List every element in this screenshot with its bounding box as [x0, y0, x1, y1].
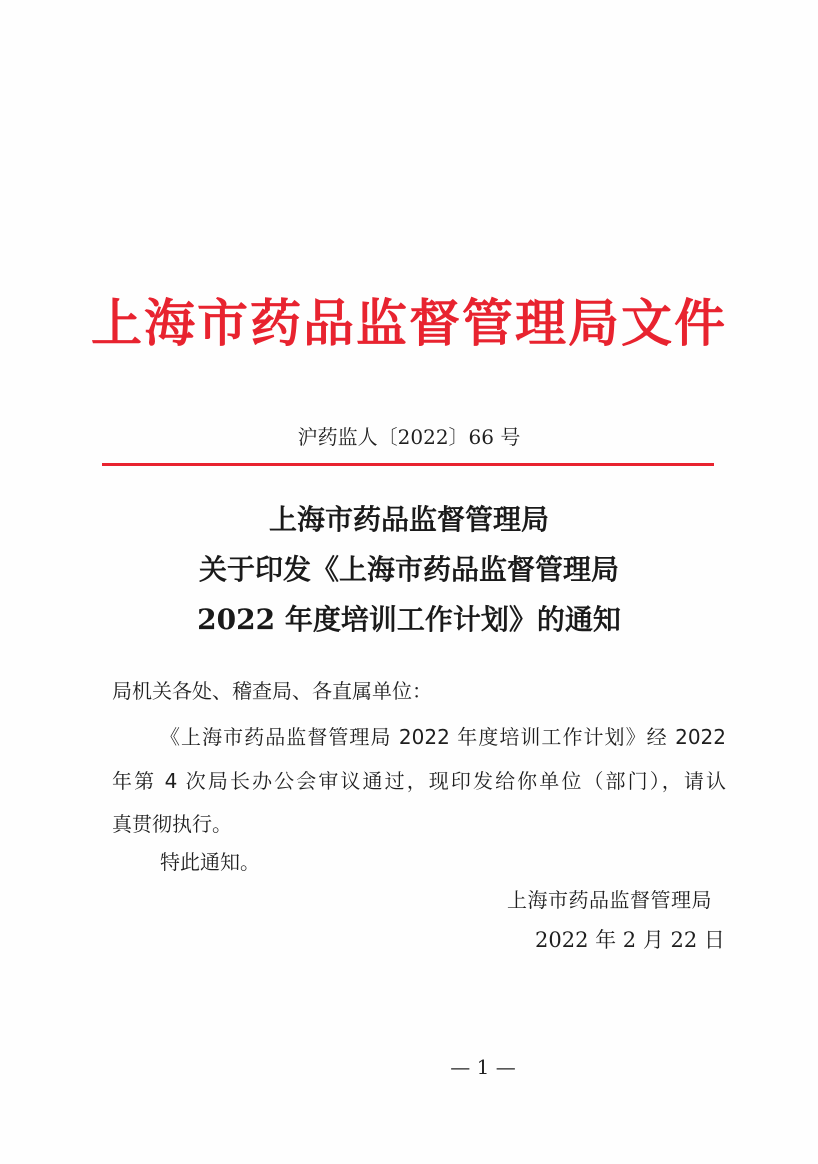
- issuing-authority-header: 上海市药品监督管理局文件: [90, 294, 727, 354]
- signature-date: 2022 年 2 月 22 日: [535, 928, 725, 952]
- signature-organization: 上海市药品监督管理局: [507, 888, 712, 912]
- recipients-line: 局机关各处、稽查局、各直属单位：: [112, 679, 432, 703]
- document-number: 沪药监人〔2022〕66 号: [297, 425, 521, 449]
- closing-remark: 特此通知。: [160, 850, 260, 874]
- body-paragraph-line-1: 《上海市药品监督管理局 2022 年度培训工作计划》经 2022: [160, 725, 726, 749]
- document-title-line-1: 上海市药品监督管理局: [268, 503, 549, 536]
- body-paragraph-line-3: 真贯彻执行。: [112, 812, 232, 836]
- document-title-line-2: 关于印发《上海市药品监督管理局: [198, 553, 619, 586]
- red-divider-line: [102, 463, 714, 466]
- document-title-line-3: 2022 年度培训工作计划》的通知: [197, 603, 621, 636]
- page-number: — 1 —: [450, 1055, 516, 1079]
- body-paragraph-line-2: 年第 4 次局长办公会审议通过，现印发给你单位（部门），请认: [112, 769, 726, 793]
